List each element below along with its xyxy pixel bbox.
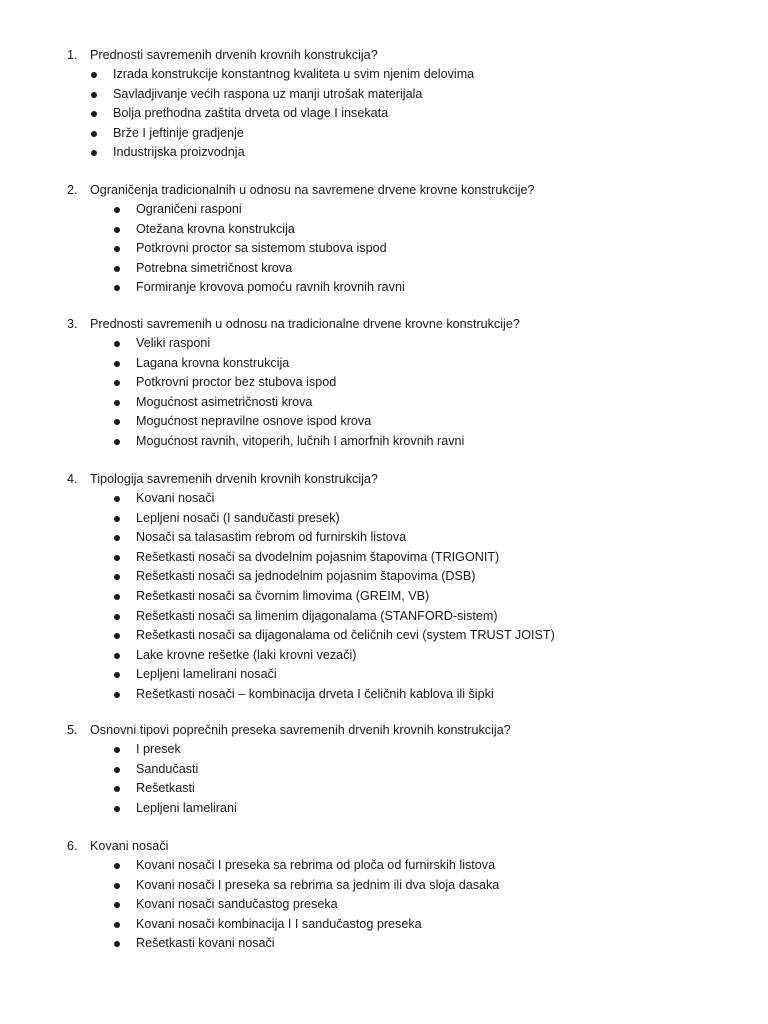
list-item xyxy=(0,200,768,220)
list-item xyxy=(0,143,768,163)
list-item-text: Mogućnost asimetričnosti krova xyxy=(136,394,313,409)
list-item xyxy=(0,124,768,144)
list-item xyxy=(0,373,768,393)
list-item xyxy=(0,685,768,705)
list-item-text: Ograničeni rasponi xyxy=(136,202,242,216)
list-item xyxy=(0,740,768,760)
list-item xyxy=(0,278,768,298)
list-item-text: Kovani nosači I preseka sa rebrima sa jednim ili dva sloja dasaka xyxy=(136,877,500,892)
bullet-icon xyxy=(114,747,120,753)
list-item xyxy=(0,760,768,780)
list-item-text: Lake krovne rešetke (laki krovni vezači) xyxy=(136,647,357,662)
list-item-text: Kovani nosači kombinacija I I sandučastog preseka xyxy=(136,916,422,931)
bullet-icon xyxy=(114,341,120,347)
list-item-text: Savladjivanje većih raspona uz manji utrošak materijala xyxy=(113,86,423,101)
list-item-text: Kovani nosači xyxy=(136,491,215,505)
section-1 xyxy=(0,45,768,163)
bullet-icon xyxy=(114,227,120,233)
question-heading xyxy=(0,45,768,65)
list-item-text: Lepljeni nosači (I sandučasti presek) xyxy=(136,510,340,525)
bullet-icon xyxy=(114,516,120,522)
question-number: 2. xyxy=(67,183,78,197)
list-item-text: Industrijska proizvodnja xyxy=(113,145,245,160)
list-item xyxy=(0,587,768,607)
list-item-text: Potkrovni proctor sa sistemom stubova ispod xyxy=(136,241,387,256)
question-heading xyxy=(0,720,768,740)
list-item xyxy=(0,489,768,509)
list-item-text: Rešetkasti nosači sa limenim dijagonalama (STANFORD-sistem) xyxy=(136,608,498,623)
list-item xyxy=(0,432,768,452)
question-title: Prednosti savremenih u odnosu na tradicionalne drvene krovne konstrukcije? xyxy=(90,317,520,331)
question-number: 3. xyxy=(67,317,78,331)
question-heading xyxy=(0,314,768,334)
list-item-text: Bolja prethodna zaštita drveta od vlage I insekata xyxy=(113,106,389,121)
list-item-text: Mogućnost nepravilne osnove ispod krova xyxy=(136,414,372,429)
list-item xyxy=(0,646,768,666)
list-item-text: Rešetkasti nosači sa dijagonalama od čeličnih cevi (system TRUST JOIST) xyxy=(136,628,555,643)
question-heading xyxy=(0,836,768,856)
question-title: Prednosti savremenih drvenih krovnih konstrukcija? xyxy=(90,48,378,62)
bullet-icon xyxy=(114,653,120,659)
bullet-icon xyxy=(114,633,120,639)
section-6 xyxy=(0,836,768,954)
bullet-icon xyxy=(114,902,120,908)
list-item xyxy=(0,876,768,896)
list-item xyxy=(0,567,768,587)
list-item-text: Potkrovni proctor bez stubova ispod xyxy=(136,375,337,390)
list-item xyxy=(0,85,768,105)
bullet-icon xyxy=(114,285,120,291)
question-heading xyxy=(0,469,768,489)
bullet-icon xyxy=(114,786,120,792)
list-item-text: Veliki rasponi xyxy=(136,336,211,350)
section-5 xyxy=(0,720,768,818)
bullet-icon xyxy=(114,246,120,252)
list-item xyxy=(0,509,768,529)
list-item-text: Izrada konstrukcije konstantnog kvaliteta u svim njenim delovima xyxy=(113,67,475,81)
question-number: 4. xyxy=(67,472,78,486)
list-item xyxy=(0,856,768,876)
bullet-icon xyxy=(114,439,120,445)
list-item xyxy=(0,665,768,685)
bullet-icon xyxy=(91,92,97,98)
list-item-text: Lepljeni lamelirani xyxy=(136,800,237,815)
bullet-icon xyxy=(91,131,97,137)
list-item-text: Lepljeni lamelirani nosači xyxy=(136,667,277,682)
list-item xyxy=(0,607,768,627)
list-item-text: Brže I jeftinije gradjenje xyxy=(113,125,244,140)
bullet-icon xyxy=(114,266,120,272)
bullet-icon xyxy=(114,692,120,698)
list-item xyxy=(0,104,768,124)
list-item xyxy=(0,65,768,85)
question-title: Ograničenja tradicionalnih u odnosu na savremene drvene krovne konstrukcije? xyxy=(90,183,535,197)
bullet-icon xyxy=(91,150,97,156)
bullet-icon xyxy=(114,496,120,502)
bullet-icon xyxy=(114,594,120,600)
list-item-text: I presek xyxy=(136,742,181,756)
list-item xyxy=(0,895,768,915)
bullet-icon xyxy=(114,555,120,561)
question-heading xyxy=(0,180,768,200)
list-item-text: Kovani nosači sandučastog preseka xyxy=(136,897,338,912)
list-item xyxy=(0,799,768,819)
list-item-text: Potrebna simetričnost krova xyxy=(136,260,293,275)
bullet-icon xyxy=(114,400,120,406)
list-item xyxy=(0,239,768,259)
list-item xyxy=(0,259,768,279)
question-title: Tipologija savremenih drvenih krovnih konstrukcija? xyxy=(90,472,378,486)
bullet-icon xyxy=(114,767,120,773)
list-item-text: Sandučasti xyxy=(136,761,199,776)
bullet-icon xyxy=(114,883,120,889)
bullet-icon xyxy=(91,72,97,78)
list-item xyxy=(0,548,768,568)
list-item-text: Formiranje krovova pomoću ravnih krovnih ravni xyxy=(136,280,405,295)
list-item-text: Lagana krovna konstrukcija xyxy=(136,355,290,370)
question-number: 6. xyxy=(67,839,78,853)
list-item xyxy=(0,528,768,548)
bullet-icon xyxy=(114,419,120,425)
list-item-text: Otežana krovna konstrukcija xyxy=(136,221,295,236)
bullet-icon xyxy=(114,207,120,213)
question-title: Kovani nosači xyxy=(90,839,169,853)
list-item xyxy=(0,626,768,646)
bullet-icon xyxy=(114,574,120,580)
section-3 xyxy=(0,314,768,452)
bullet-icon xyxy=(114,922,120,928)
list-item xyxy=(0,354,768,374)
list-item xyxy=(0,334,768,354)
list-item xyxy=(0,412,768,432)
question-number: 1. xyxy=(67,48,78,62)
bullet-icon xyxy=(91,111,97,117)
bullet-icon xyxy=(114,863,120,869)
list-item-text: Rešetkasti xyxy=(136,781,195,796)
bullet-icon xyxy=(114,941,120,947)
section-4 xyxy=(0,469,768,705)
list-item-text: Nosači sa talasastim rebrom od furnirskih listova xyxy=(136,530,407,545)
list-item-text: Rešetkasti nosači sa dvodelnim pojasnim štapovima (TRIGONIT) xyxy=(136,549,500,564)
bullet-icon xyxy=(114,380,120,386)
list-item xyxy=(0,934,768,954)
question-title: Osnovni tipovi poprečnih preseka savremenih drvenih krovnih konstrukcija? xyxy=(90,723,511,737)
list-item-text: Rešetkasti nosači – kombinacija drveta I čeličnih kablova ili šipki xyxy=(136,686,494,701)
list-item xyxy=(0,393,768,413)
list-item-text: Rešetkasti nosači sa jednodelnim pojasnim štapovima (DSB) xyxy=(136,569,476,584)
bullet-icon xyxy=(114,806,120,812)
bullet-icon xyxy=(114,672,120,678)
list-item xyxy=(0,779,768,799)
list-item xyxy=(0,220,768,240)
section-2 xyxy=(0,180,768,298)
bullet-icon xyxy=(114,535,120,541)
list-item-text: Rešetkasti kovani nosači xyxy=(136,936,275,951)
question-number: 5. xyxy=(67,723,78,737)
bullet-icon xyxy=(114,361,120,367)
list-item-text: Kovani nosači I preseka sa rebrima od ploča od furnirskih listova xyxy=(136,858,496,872)
list-item-text: Rešetkasti nosači sa čvornim limovima (GREIM, VB) xyxy=(136,588,430,603)
bullet-icon xyxy=(114,614,120,620)
list-item xyxy=(0,915,768,935)
list-item-text: Mogućnost ravnih, vitoperih, lučnih I amorfnih krovnih ravni xyxy=(136,433,465,448)
